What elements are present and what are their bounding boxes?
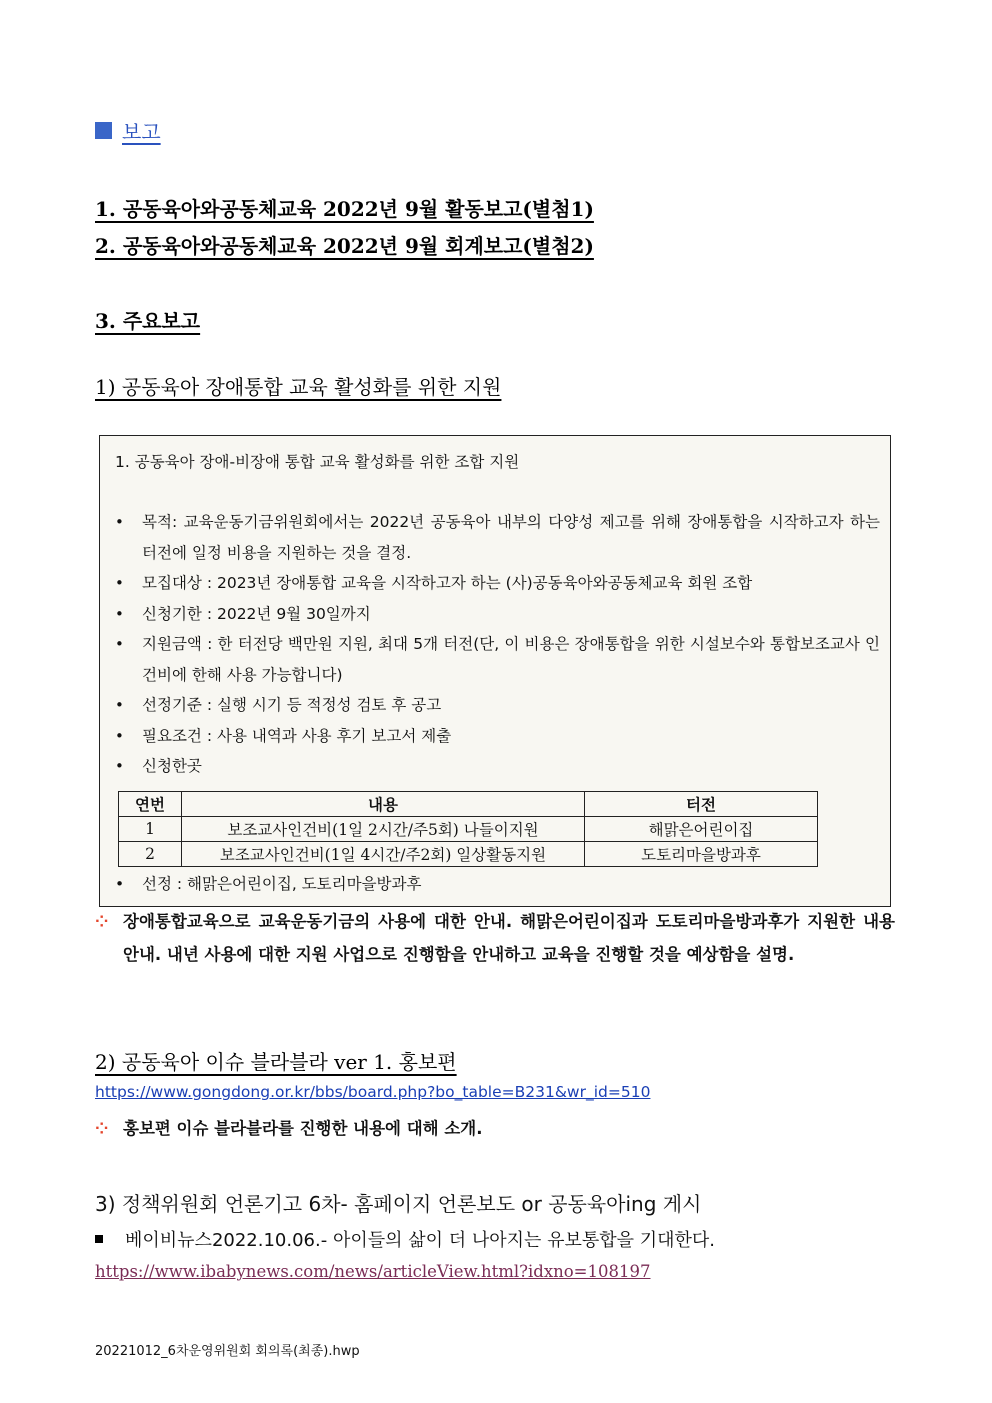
selection-text: 선정 : 해맑은어린이집, 도토리마을방과후 [142, 875, 422, 893]
cell-number: 2 [119, 842, 182, 867]
info-bullets [115, 507, 880, 782]
note-2-text: 홍보편 이슈 블라블라를 진행한 내용에 대해 소개. [123, 1119, 483, 1138]
section-heading [95, 116, 161, 145]
table-header-row [119, 792, 818, 817]
cell-content: 보조교사인건비(1일 4시간/주2회) 일상활동지원 [182, 842, 585, 867]
report-item-2: 2. 공동육아와공동체교육 2022년 9월 회계보고(별첨2) [95, 234, 594, 258]
subsection-1-title: 1) 공동육아 장애통합 교육 활성화를 위한 지원 [95, 375, 502, 399]
cell-center: 해맑은어린이집 [585, 817, 818, 842]
col-header-center: 터전 [585, 792, 818, 817]
asterism-icon: ⁘ [95, 1119, 109, 1138]
info-box-title: 1. 공동육아 장애-비장애 통합 교육 활성화를 위한 조합 지원 [115, 453, 520, 471]
bullet-requirement: • 필요조건 : 사용 내역과 사용 후기 보고서 제출 [115, 721, 880, 752]
table-row [119, 817, 818, 842]
file-footer: 20221012_6차운영위원회 회의록(최종).hwp [95, 1344, 360, 1359]
report-item-3: 3. 주요보고 [95, 309, 201, 333]
col-header-content: 내용 [182, 792, 585, 817]
info-box [99, 435, 891, 907]
cell-number: 1 [119, 817, 182, 842]
applicants-table [118, 791, 818, 867]
bullet-amount: • 지원금액 : 한 터전당 백만원 지원, 최대 5개 터전(단, 이 비용은 장애통합을 위한 시설보수와 통합보조교사 인건비에 한해 사용 가능합니다) [115, 629, 880, 690]
bullet-selection [115, 872, 421, 894]
table-row [119, 842, 818, 867]
bullet-dot-icon: • [115, 875, 125, 893]
cell-content: 보조교사인건비(1일 2시간/주5회) 나들이지원 [182, 817, 585, 842]
asterism-icon: ⁘ [95, 912, 109, 931]
subsection-3-title: 3) 정책위원회 언론기고 6차- 홈페이지 언론보도 or 공동육아ing 게시 [95, 1192, 702, 1216]
bullet-purpose: • 목적: 교육운동기금위원회에서는 2022년 공동육아 내부의 다양성 제고를 위해 장애통합을 시작하고자 하는 터전에 일정 비용을 지원하는 것을 결정. [115, 507, 880, 568]
note-1 [95, 905, 895, 971]
col-header-number: 연번 [119, 792, 182, 817]
section-title: 보고 [122, 120, 161, 144]
cell-center: 도토리마을방과후 [585, 842, 818, 867]
bullet-target: • 모집대상 : 2023년 장애통합 교육을 시작하고자 하는 (사)공동육아와공동체교육 회원 조합 [115, 568, 880, 599]
bullet-criteria: • 선정기준 : 실행 시기 등 적정성 검토 후 공고 [115, 690, 880, 721]
news-bullet-text: 베이비뉴스2022.10.06.- 아이들의 삶이 더 나아지는 유보통합을 기대한다. [125, 1230, 716, 1251]
news-bullet [95, 1226, 715, 1252]
report-item-1: 1. 공동육아와공동체교육 2022년 9월 활동보고(별첨1) [95, 197, 594, 221]
square-bullet-icon [95, 1235, 103, 1243]
blue-square-icon [95, 122, 112, 139]
bullet-deadline: • 신청기한 : 2022년 9월 30일까지 [115, 599, 880, 630]
bullet-applicants: • 신청한곳 [115, 751, 880, 782]
subsection-2-title: 2) 공동육아 이슈 블라블라 ver 1. 홍보편 [95, 1050, 457, 1074]
ibabynews-link[interactable]: https://www.ibabynews.com/news/articleView.html?idxno=108197 [95, 1262, 651, 1281]
note-1-text: 장애통합교육으로 교육운동기금의 사용에 대한 안내. 해맑은어린이집과 도토리마을방과후가 지원한 내용 안내. 내년 사용에 대한 지원 사업으로 진행함을 안내하고 교육을 진행할 것을 예상함을 설명. [123, 912, 895, 964]
gongdong-link[interactable]: https://www.gongdong.or.kr/bbs/board.php?bo_table=B231&wr_id=510 [95, 1083, 651, 1101]
note-2 [95, 1112, 895, 1145]
